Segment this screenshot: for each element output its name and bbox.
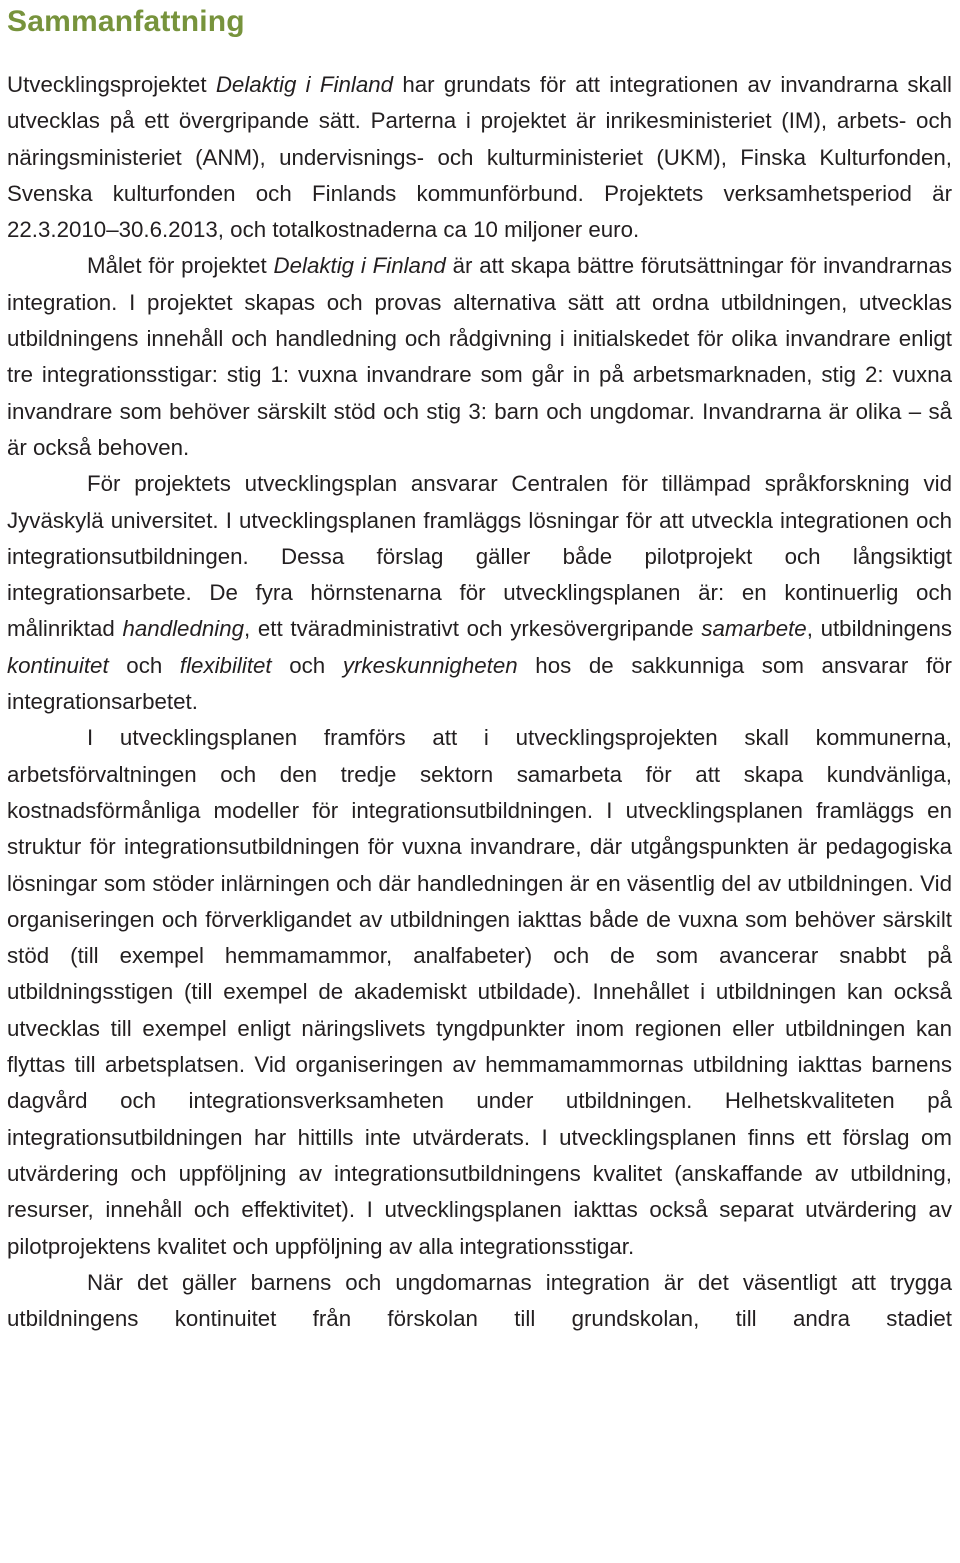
paragraph-text: och [108,652,180,678]
paragraph-text: Målet för projektet [87,253,274,279]
paragraph-1 [7,67,952,248]
paragraph-text: För projektets utvecklingsplan ansvarar Centralen för tillämpad språkforskning vid Jyväskylä universitet. I utvecklingsplanen framläggs lösningar för att utveckla integrationen och integrationsutbildningen. Dessa förslag gäller både pilotprojekt och långsiktigt integrationsarbete. De fyra hörnstenarna för utvecklingsplanen är: en kontinuerlig och målinriktad [7,471,952,642]
paragraph-text: När det gäller barnens och ungdomarnas integration är det väsentligt att trygga utbildningens kontinuitet från förskolan till grundskolan, till andra stadiet [7,1269,952,1332]
paragraph-2 [7,248,952,466]
paragraph-text: , ett tväradministrativt och yrkesövergripande [244,616,702,642]
paragraph-text: har grundats för att integrationen av invandrarna skall utvecklas på ett övergripande sätt. Parterna i projektet är inrikesministeriet (IM), arbets- och näringsministeriet (ANM), undervisnings- och kulturministeriet (UKM), Finska Kulturfonden, Svenska kulturfonden och Finlands kommunförbund. Projektets verksamhetsperiod är 22.3.2010–30.6.2013, och totalkostnaderna ca 10 miljoner euro. [7,72,952,243]
project-name-italic: Delaktig i Finland [215,72,394,97]
term-samarbete: samarbete [701,616,807,642]
paragraph-text: , utbildningens [806,616,952,642]
paragraph-text: är att skapa bättre förutsättningar för invandrarnas integration. I projektet skapas och provas alternativa sätt att ordna utbildningen, utvecklas utbildningens innehåll och handledning och rådgivning i initialskedet för olika invandrare enligt tre integrationsstigar: stig 1: vuxna invandrare som går in på arbetsmarknaden, stig 2: vuxna invandrare som behöver särskilt stöd och stig 3: barn och ungdomar. Invandrarna är olika – så är också behoven. [7,253,953,460]
paragraph-5 [7,1265,952,1338]
paragraph-text: Utvecklingsprojektet [7,72,216,97]
paragraph-3 [7,466,952,720]
paragraph-text: I utvecklingsplanen framförs att i utvecklingsprojekten skall kommunerna, arbetsförvaltningen och den tredje sektorn samarbeta för att skapa kundvänliga, kostnadsförmånliga modeller för integrationsutbildningen. I utvecklingsplanen framläggs en struktur för integrationsutbildningen för vuxna invandrare, där utgångspunkten är pedagogiska lösningar som stöder inlärningen och där handledningen är en väsentlig del av utbildningen. Vid organiseringen och förverkligandet av utbildningen iakttas både de vuxna som behöver särskilt stöd (till exempel hemmamammor, analfabeter) och de som avancerar snabbt på utbildningsstigen (till exempel de akademiskt utbildade). Innehållet i utbildningen kan också utvecklas till exempel enligt näringslivets tyngdpunkter inom regionen eller utbildningen kan flyttas till arbetsplatsen. Vid organiseringen av hemmamammornas utbildning iakttas barnens dagvård och integrationsverksamheten under utbildningen. Helhetskvaliteten på integrationsutbildningen har hittills inte utvärderats. I utvecklingsplanen finns ett förslag om utvärdering och uppföljning av integrationsutbildningens kvalitet (anskaffande av utbildning, resurser, innehåll och effektivitet). I utvecklingsplanen iakttas också separat utvärdering av pilotprojektens kvalitet och uppföljning av alla integrationsstigar. [7,725,952,1259]
paragraph-text: och [271,652,343,678]
term-flexibilitet: flexibilitet [179,652,272,678]
term-kontinuitet: kontinuitet [7,652,109,678]
section-heading: Sammanfattning [7,5,245,38]
term-yrkeskunnigheten: yrkeskunnigheten [342,652,518,678]
term-handledning: handledning [122,616,245,642]
project-name-italic: Delaktig i Finland [273,253,446,279]
paragraph-4 [7,720,952,1264]
paragraph-text: hos de sakkunniga som ansvarar för integrationsarbetet. [7,652,952,715]
